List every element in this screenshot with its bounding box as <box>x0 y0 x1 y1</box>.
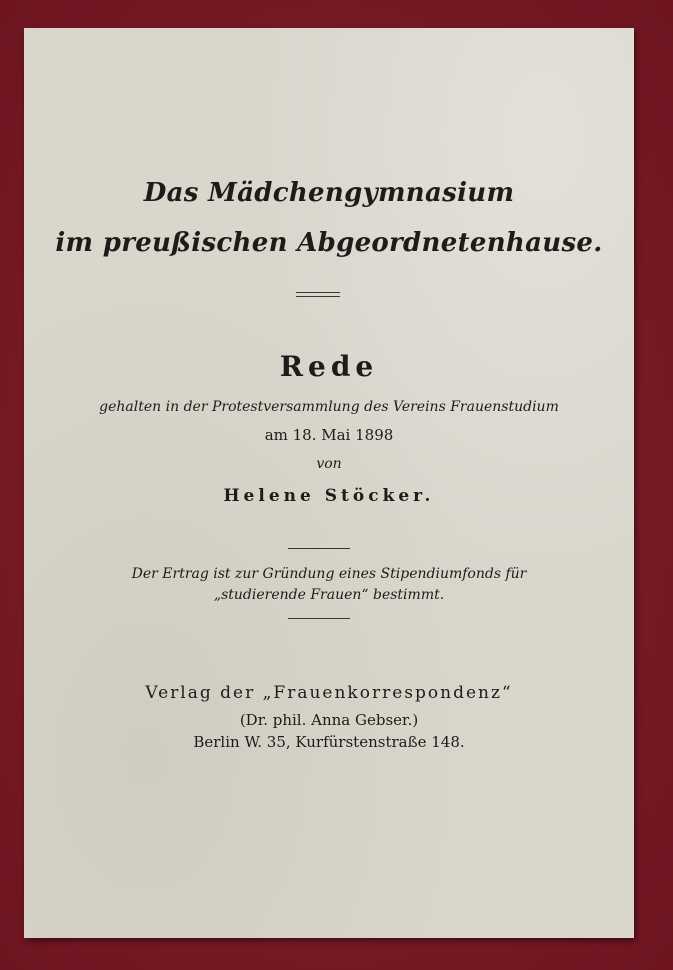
by-word: von <box>316 456 342 472</box>
author-name: Helene Stöcker. <box>223 486 435 506</box>
publisher-line-2: (Dr. phil. Anna Gebser.) <box>239 711 419 729</box>
publisher-line-1: Verlag der „Frauenkorrespondenz“ <box>145 683 513 703</box>
divider-lower <box>288 618 350 619</box>
double-rule-top <box>296 292 340 293</box>
date: am 18. Mai 1898 <box>264 426 394 444</box>
publisher-line-3: Berlin W. 35, Kurfürstenstraße 148. <box>193 733 465 751</box>
subtitle: gehalten in der Protestversammlung des Vereins Frauenstudium <box>99 399 559 415</box>
double-rule-bottom <box>296 296 340 297</box>
note-line-2: „studierende Frauen“ bestimmt. <box>213 587 445 603</box>
divider-upper <box>288 548 350 549</box>
pamphlet-cover <box>24 28 634 938</box>
title-line-1: Das Mädchengymnasium <box>143 178 515 208</box>
title-line-2: im preußischen Abgeordnetenhause. <box>55 228 603 258</box>
note-line-1: Der Ertrag ist zur Gründung eines Stipendiumfonds für <box>131 566 527 582</box>
heading-rede: Rede <box>279 350 379 383</box>
